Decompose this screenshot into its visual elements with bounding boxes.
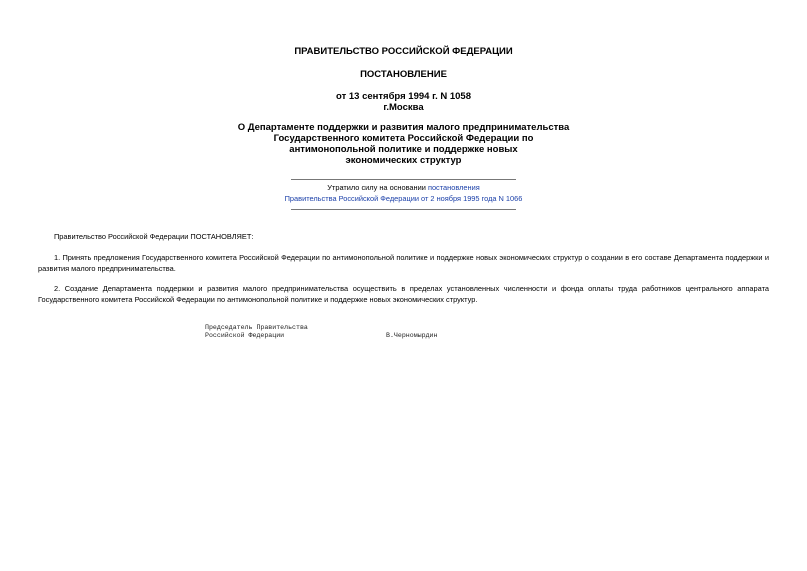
title-line: экономических структур: [345, 155, 462, 166]
document-title: [0, 122, 807, 166]
signature-position-line2: Российской Федерации: [205, 332, 285, 339]
date-number: от 13 сентября 1994 г. N 1058: [336, 91, 471, 102]
city: г.Москва: [383, 102, 424, 113]
signature-name: В.Черномырдин: [386, 332, 438, 339]
title-line: Государственного комитета Российской Федерации по: [273, 133, 534, 144]
divider-bottom: [291, 209, 516, 210]
title-line: антимонопольной политике и поддержке новых: [289, 144, 518, 155]
status-note-line2: [0, 194, 807, 204]
repeal-link[interactable]: постановления: [427, 183, 480, 192]
government-heading: ПРАВИТЕЛЬСТВО РОССИЙСКОЙ ФЕДЕРАЦИИ: [294, 46, 513, 57]
status-note: [0, 183, 807, 193]
paragraph-1: 1. Принять предложения Государственного комитета Российской Федерации по антимонопольной политике и поддержке новых экономических структур о создании в его составе Департамента поддержки и развития малого предпринимательства.: [38, 253, 769, 273]
paragraph-2: 2. Создание Департамента поддержки и развития малого предпринимательства осуществить в пределах установленных численности и фонда оплаты труда работников центрального аппарата Государственного комитета Российской Федерации по антимонопольной политике и поддержке новых экономических структур.: [38, 284, 769, 304]
signature-position-line1: Председатель Правительства: [205, 324, 308, 331]
divider-top: [291, 179, 516, 180]
title-line: О Департаменте поддержки и развития малого предпринимательства: [237, 122, 570, 133]
repeal-link-line2[interactable]: Правительства Российской Федерации от 2 ноября 1995 года N 1066: [284, 194, 523, 203]
intro-paragraph: Правительство Российской Федерации ПОСТАНОВЛЯЕТ:: [54, 232, 254, 241]
status-note-text: Утратило силу на основании: [327, 183, 428, 192]
doc-type-heading: ПОСТАНОВЛЕНИЕ: [360, 69, 447, 80]
